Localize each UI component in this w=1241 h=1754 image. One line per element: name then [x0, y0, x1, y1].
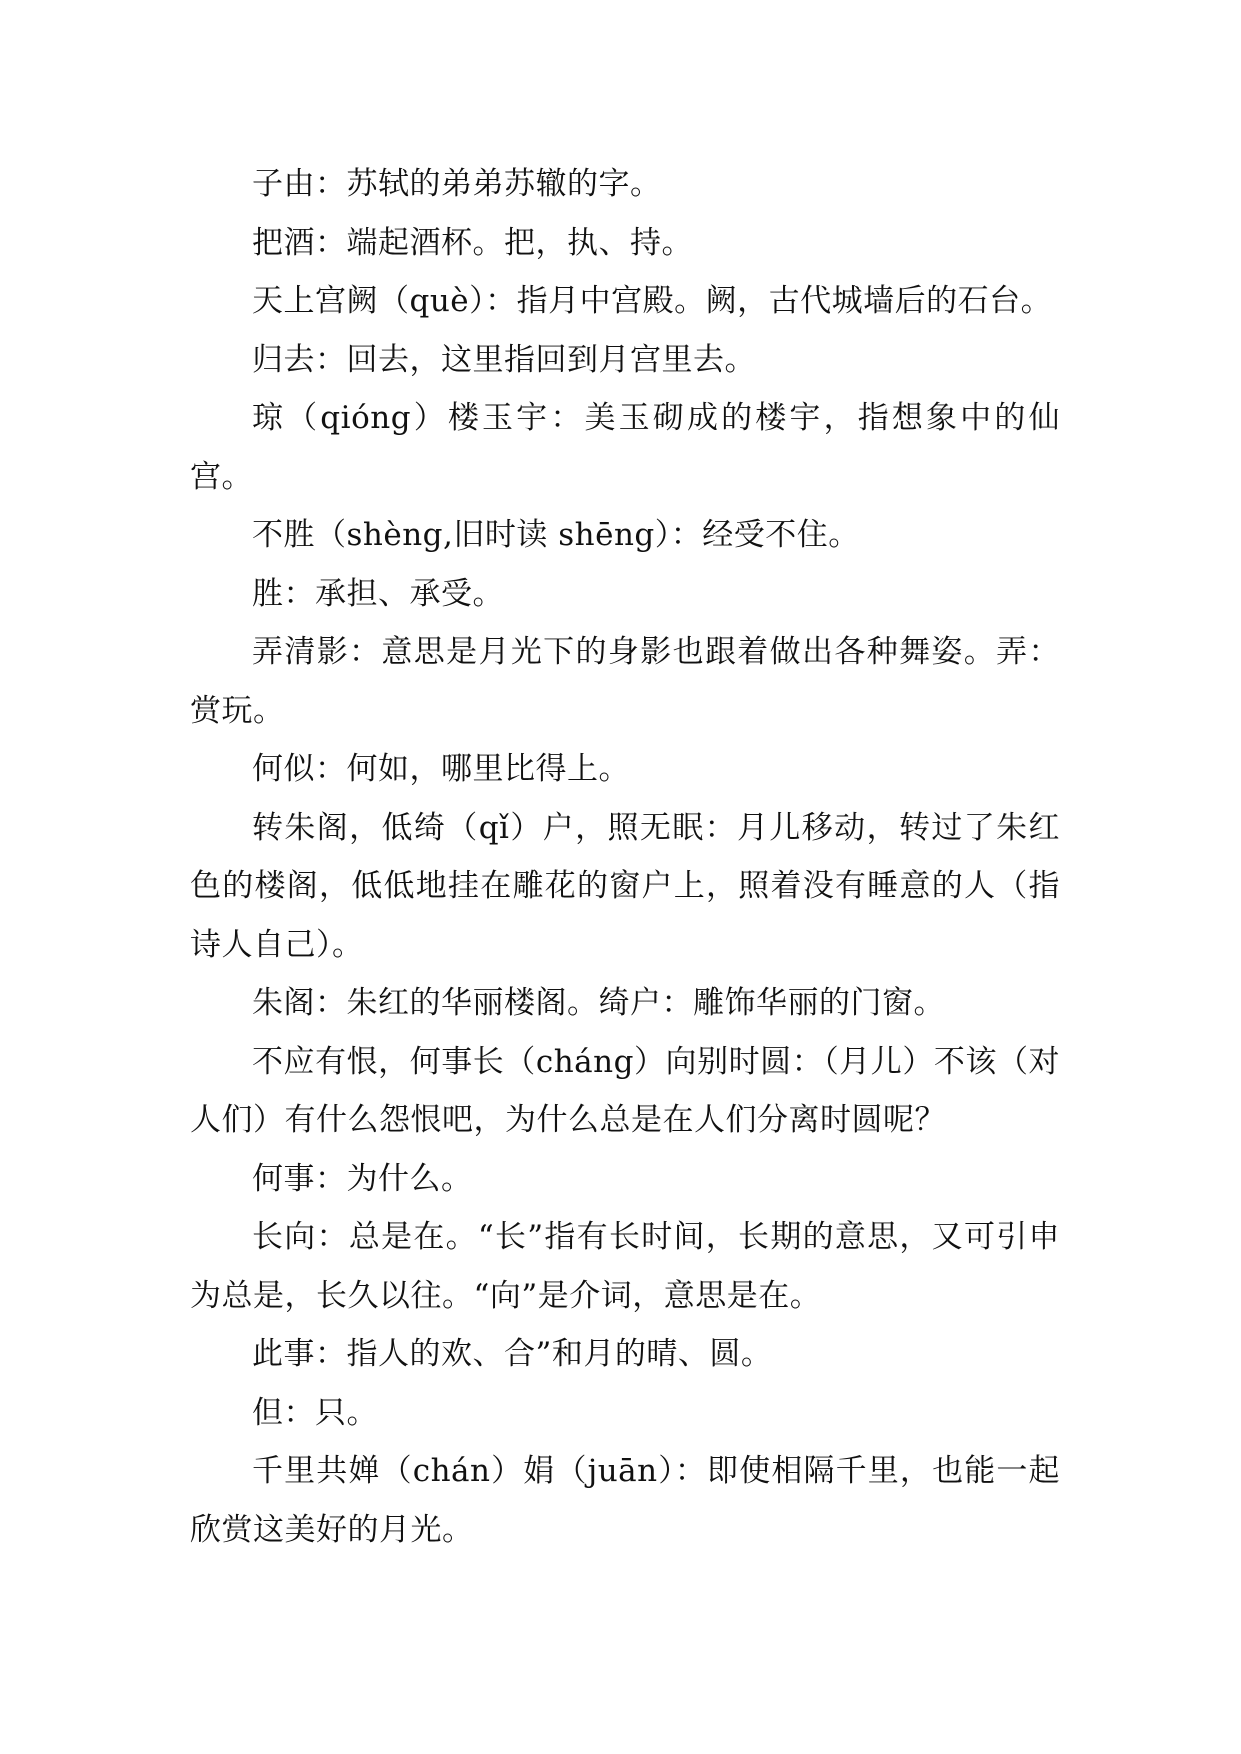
annotation-paragraph: 长向：总是在。“长”指有长时间，长期的意思，又可引申为总是，长久以往。“向”是介词，意思是在。	[190, 1219, 1060, 1314]
annotation-paragraph: 何事：为什么。	[252, 1160, 473, 1197]
annotation-paragraph: 胜：承担、承受。	[252, 575, 504, 612]
annotation-paragraph: 但：只。	[252, 1394, 378, 1431]
annotation-paragraph: 把酒：端起酒杯。把，执、持。	[252, 224, 693, 261]
annotation-paragraph: 弄清影：意思是月光下的身影也跟着做出各种舞姿。弄：赏玩。	[190, 634, 1060, 729]
annotation-paragraph: 归去：回去，这里指回到月宫里去。	[252, 341, 756, 378]
annotation-paragraph: 天上宫阙（què）：指月中宫殿。阙，古代城墙后的石台。	[252, 283, 1053, 319]
annotation-paragraph: 不应有恨，何事长（cháng）向别时圆：（月儿）不该（对人们）有什么怨恨吧，为什么总是在人们分离时圆呢？	[190, 1043, 1060, 1138]
annotation-paragraph: 子由：苏轼的弟弟苏辙的字。	[252, 166, 662, 202]
annotation-paragraph: 琼（qióng）楼玉宇：美玉砌成的楼宇，指想象中的仙宫。	[190, 400, 1060, 495]
annotation-paragraph: 不胜（shèng,旧时读 shēng）：经受不住。	[252, 517, 860, 553]
annotation-paragraph: 此事：指人的欢、合”和月的晴、圆。	[252, 1336, 773, 1372]
annotation-paragraph: 转朱阁，低绮（qǐ）户，照无眠：月儿移动，转过了朱红色的楼阁，低低地挂在雕花的窗户上，照着没有睡意的人（指诗人自己）。	[190, 809, 1060, 963]
annotation-paragraph: 朱阁：朱红的华丽楼阁。绮户：雕饰华丽的门窗。	[252, 985, 945, 1021]
annotation-text-body	[190, 155, 1060, 1559]
annotation-paragraph: 何似：何如，哪里比得上。	[252, 751, 630, 787]
annotation-paragraph: 千里共婵（chán）娟（juān）：即使相隔千里，也能一起欣赏这美好的月光。	[190, 1453, 1060, 1548]
